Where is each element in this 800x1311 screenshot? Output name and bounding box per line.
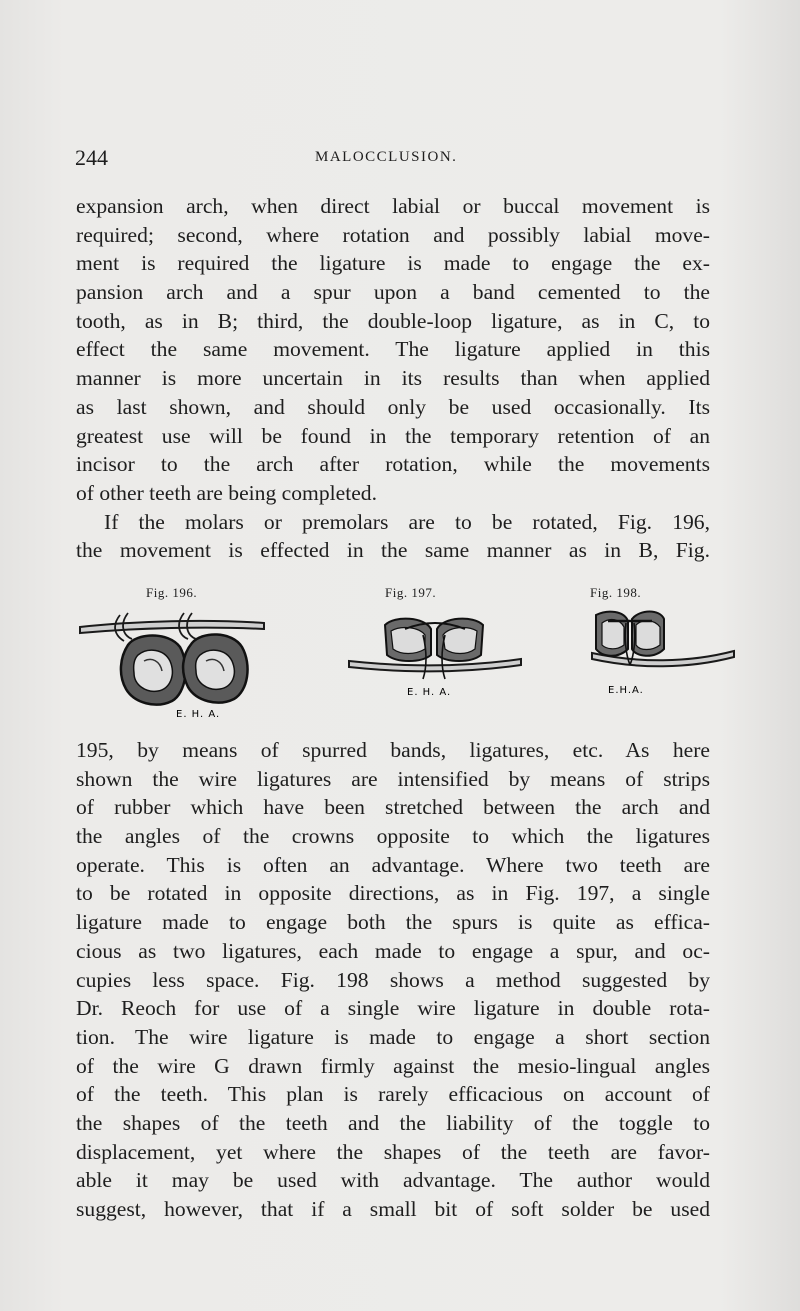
text-line: required; second, where rotation and possibly labial move-: [76, 222, 710, 247]
text-line: operate. This is often an advantage. Where two teeth are: [76, 852, 710, 877]
text-line: able it may be used with advantage. The author would: [76, 1168, 710, 1193]
body-text-top: [76, 192, 710, 565]
text-line: greatest use will be found in the temporary retention of an: [76, 423, 710, 448]
text-line: Dr. Reoch for use of a single wire ligature in double rota-: [76, 996, 710, 1021]
text-line: the shapes of the teeth and the liability of the toggle to: [76, 1110, 710, 1135]
text-line: suggest, however, that if a small bit of soft solder be used: [76, 1197, 710, 1221]
figure-198-label: Fig. 198.: [590, 585, 642, 600]
text-line: the angles of the crowns opposite to which the ligatures: [76, 824, 710, 849]
text-line: of the wire G drawn firmly against the mesio-lingual angles: [76, 1053, 710, 1078]
text-line: pansion arch and a spur upon a band cemented to the: [76, 280, 710, 305]
text-line: tooth, as in B; third, the double-loop ligature, as in C, to: [76, 308, 710, 333]
text-line: of rubber which have been stretched between the arch and: [76, 795, 710, 820]
figure-197-illustration: [345, 605, 525, 705]
figure-197-signature: E. H. A.: [407, 687, 452, 698]
text-line: ment is required the ligature is made to engage the ex-: [76, 251, 710, 276]
figure-196-illustration: [76, 605, 266, 725]
page-number: 244: [75, 145, 108, 170]
figure-198-signature: E.H.A.: [608, 685, 644, 696]
tooth-pair: [596, 612, 664, 656]
text-line: displacement, yet where the shapes of the teeth are favor-: [76, 1139, 710, 1164]
text-line: of the teeth. This plan is rarely efficacious on account of: [76, 1082, 710, 1107]
text-line: 195, by means of spurred bands, ligatures, etc. As here: [76, 738, 710, 762]
text-line: effect the same movement. The ligature applied in this: [76, 337, 710, 362]
molar-right: [183, 634, 247, 702]
figure-198-illustration: [588, 605, 738, 700]
page-header: [75, 145, 715, 175]
text-line: cupies less space. Fig. 198 shows a method suggested by: [76, 967, 710, 992]
figure-197-label: Fig. 197.: [385, 585, 437, 600]
text-line: expansion arch, when direct labial or buccal movement is: [76, 194, 710, 218]
figure-196-label: Fig. 196.: [146, 585, 198, 600]
body-text-bottom: [76, 736, 710, 1224]
text-line: shown the wire ligatures are intensified by means of strips: [76, 766, 710, 791]
text-line: as last shown, and should only be used occasionally. Its: [76, 394, 710, 419]
text-line: cious as two ligatures, each made to engage a spur, and oc-: [76, 938, 710, 963]
text-line: incisor to the arch after rotation, while the movements: [76, 452, 710, 477]
text-line: manner is more uncertain in its results than when applied: [76, 366, 710, 391]
text-line: ligature made to engage both the spurs is quite as effica-: [76, 910, 710, 935]
text-line: If the molars or premolars are to be rotated, Fig. 196,: [104, 509, 710, 534]
text-line: of other teeth are being completed.: [76, 480, 377, 505]
text-line: the movement is effected in the same manner as in B, Fig.: [76, 538, 710, 563]
running-title: MALOCCLUSION.: [315, 149, 458, 165]
text-line: tion. The wire ligature is made to engage a short section: [76, 1024, 710, 1049]
figure-196-signature: E. H. A.: [176, 709, 221, 720]
text-line: to be rotated in opposite directions, as in Fig. 197, a single: [76, 881, 710, 906]
molar-left: [121, 636, 186, 705]
